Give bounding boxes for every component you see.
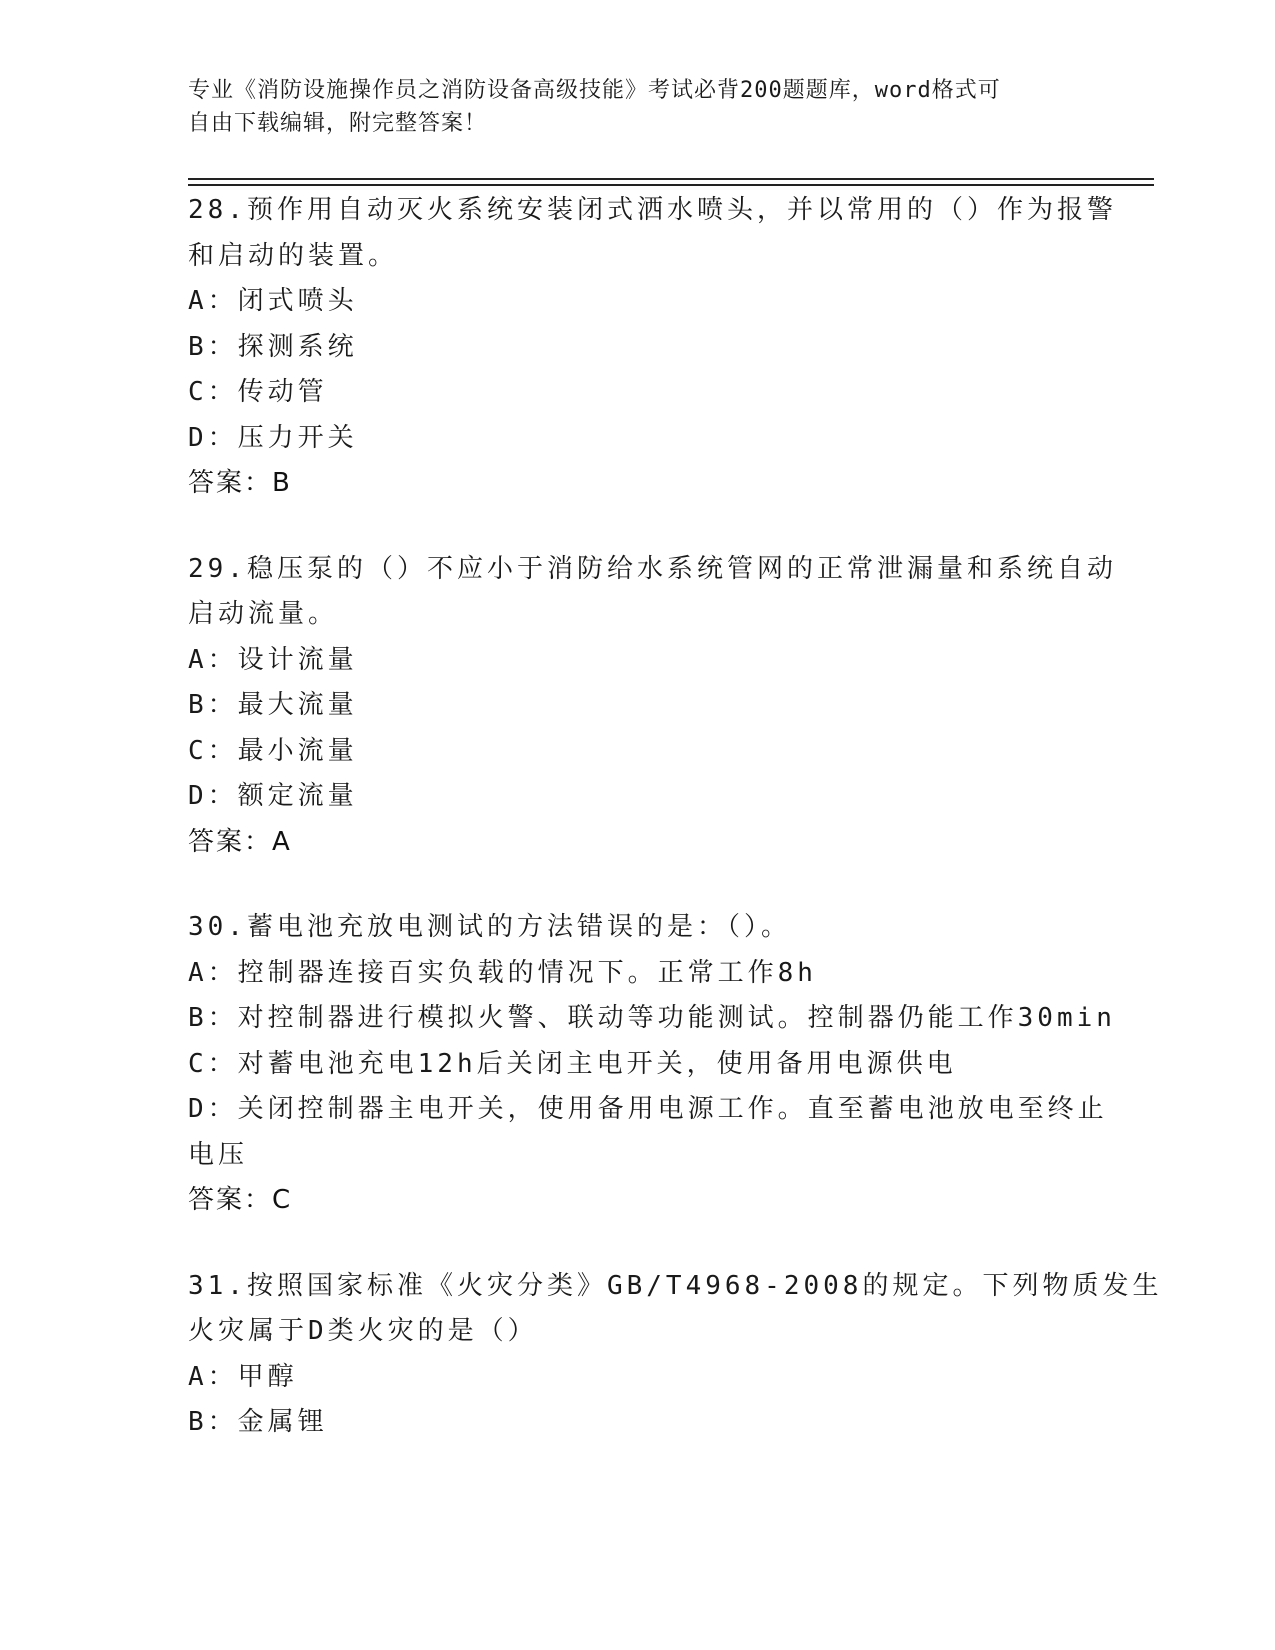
question-29 (188, 547, 1117, 866)
question-stem: 28.预作用自动灭火系统安装闭式洒水喷头，并以常用的（）作为报警 (188, 195, 1117, 225)
question-stem: 29.稳压泵的（）不应小于消防给水系统管网的正常泄漏量和系统自动 (188, 553, 1117, 584)
question-stem: 火灾属于D类火灾的是（） (188, 1316, 538, 1346)
question-30 (188, 905, 1116, 1224)
question-stem: 启动流量。 (188, 599, 339, 629)
answer-label: 答案：C (188, 1185, 293, 1215)
option-d: D：关闭控制器主电开关，使用备用电源工作。直至蓄电池放电至终止 (188, 1094, 1108, 1124)
question-31 (188, 1264, 1163, 1446)
question-list (188, 188, 1163, 1486)
answer-label: 答案：A (188, 826, 292, 857)
option-d: D：额定流量 (188, 781, 358, 811)
option-d-continued: 电压 (188, 1139, 249, 1170)
option-c: C：传动管 (188, 377, 328, 407)
option-a: A：控制器连接百实负载的情况下。正常工作8h (188, 957, 817, 988)
question-stem: 30.蓄电池充放电测试的方法错误的是：（）。 (188, 912, 791, 942)
option-b: B：最大流量 (188, 690, 358, 720)
question-stem: 和启动的装置。 (188, 240, 399, 271)
option-b: B：对控制器进行模拟火警、联动等功能测试。控制器仍能工作30min (188, 1003, 1116, 1033)
option-a: A：闭式喷头 (188, 286, 358, 316)
header-line-1: 专业《消防设施操作员之消防设备高级技能》考试必背200题题库，word格式可 (188, 78, 1001, 103)
option-c: C：最小流量 (188, 735, 358, 766)
document-header (188, 74, 1068, 140)
header-line-2: 自由下载编辑，附完整答案！ (188, 111, 488, 136)
header-divider-bottom (188, 184, 1154, 186)
option-c: C：对蓄电池充电12h后关闭主电开关，使用备用电源供电 (188, 1048, 957, 1079)
answer-label: 答案：B (188, 468, 292, 498)
option-b: B：金属锂 (188, 1407, 328, 1437)
question-stem: 31.按照国家标准《火灾分类》GB/T4968-2008的规定。下列物质发生 (188, 1270, 1163, 1301)
option-a: A：甲醇 (188, 1361, 298, 1392)
option-d: D：压力开关 (188, 422, 358, 453)
header-divider-top (188, 178, 1154, 180)
option-a: A：设计流量 (188, 644, 358, 675)
option-b: B：探测系统 (188, 331, 358, 362)
question-28 (188, 188, 1117, 507)
